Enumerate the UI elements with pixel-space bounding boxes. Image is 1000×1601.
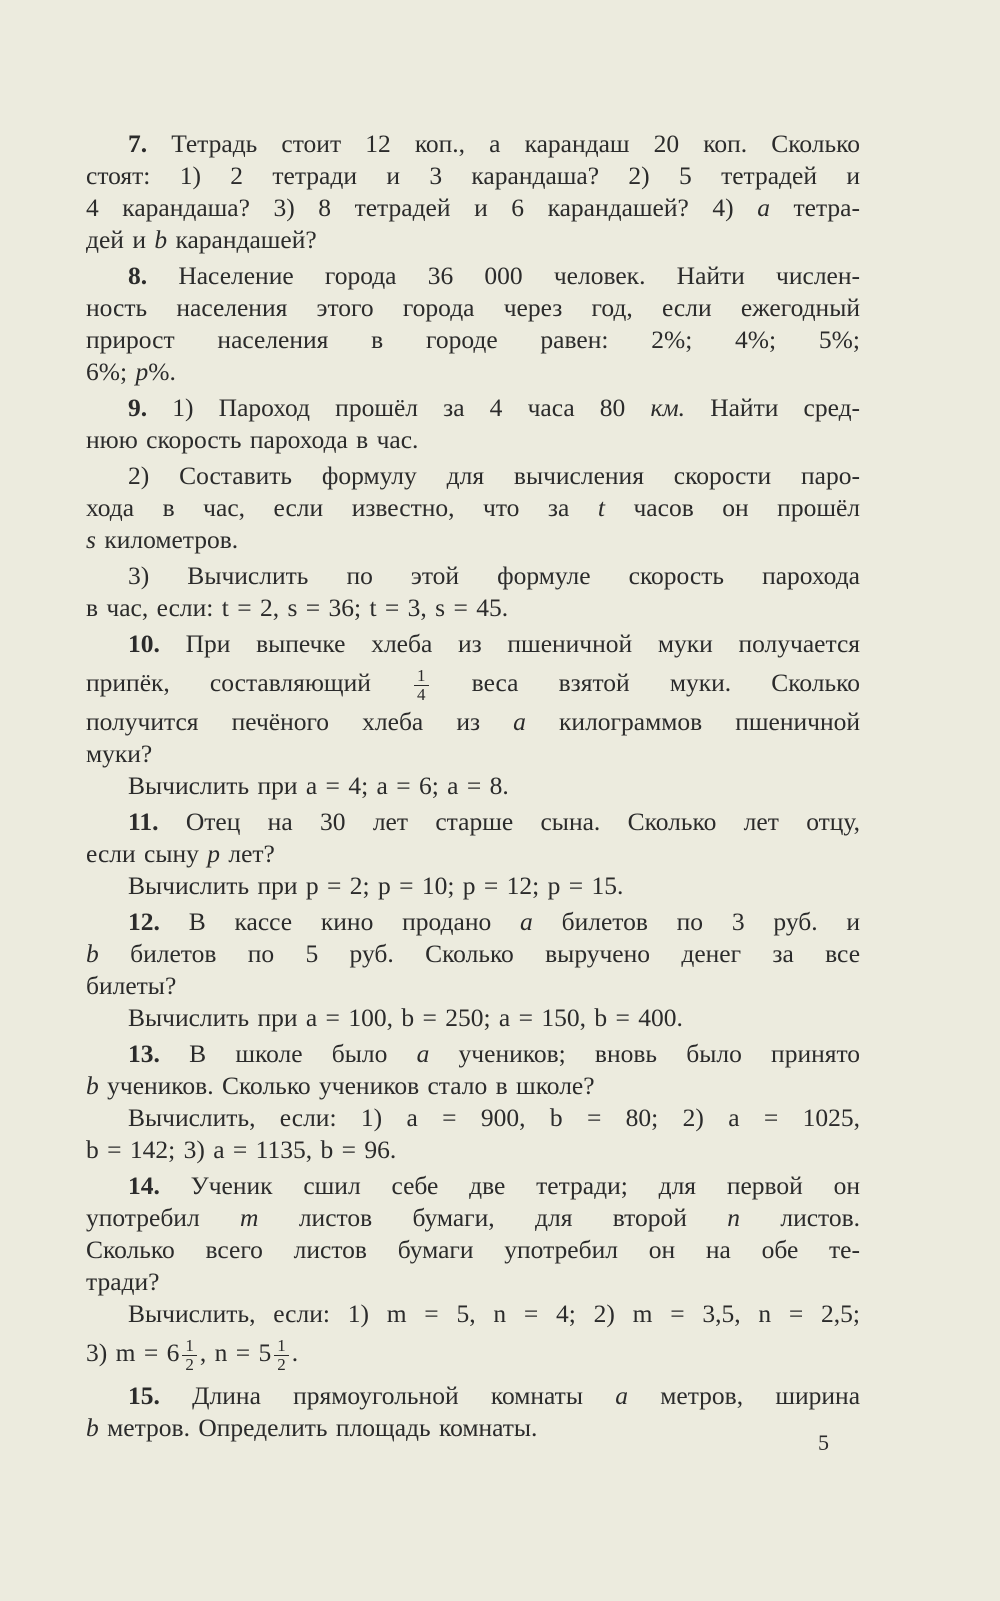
problem-11-line-2 [86, 838, 860, 870]
problem-text: дей и [86, 225, 146, 254]
problem-text: 4 карандаша? 3) 8 тетрадей и 6 карандашей? 4) [86, 193, 734, 222]
problem-9-part-2-line-3 [86, 524, 860, 556]
problem-text: лет? [228, 839, 275, 868]
problem-15 [86, 1380, 860, 1444]
problem-text: карандашей? [175, 225, 317, 254]
problem-14 [86, 1170, 860, 1376]
problem-10-line-4: муки? [86, 739, 153, 768]
problem-text: килограммов пшеничной [559, 707, 860, 736]
problem-14-line-2 [86, 1202, 860, 1234]
problem-13-calc-2: b = 142; 3) a = 1135, b = 96. [86, 1135, 397, 1164]
problem-text: учеников. Сколько учеников стало в школе? [107, 1071, 595, 1100]
problem-number: 11. [128, 807, 159, 836]
problem-text: километров. [104, 525, 239, 554]
problem-12-line-1 [86, 906, 860, 938]
problem-number: 7. [128, 129, 148, 158]
problem-text: 6%; [86, 357, 128, 386]
variable: a [615, 1381, 628, 1410]
problem-8-line-2: ность населения этого города через год, если ежегодный [86, 293, 860, 322]
problem-14-line-1 [86, 1170, 860, 1202]
problem-13 [86, 1038, 860, 1166]
variable: n [727, 1203, 740, 1232]
problem-text: часов он прошёл [633, 493, 861, 522]
fraction-numerator: 1 [274, 1337, 289, 1356]
problem-text: 3) m = 6 [86, 1338, 180, 1367]
variable: a [513, 707, 526, 736]
problem-10-line-3 [86, 706, 860, 738]
variable: b [86, 1413, 99, 1442]
variable: m [240, 1203, 259, 1232]
variable: b [154, 225, 168, 254]
problem-9-part-3-line-2: в час, если: t = 2, s = 36; t = 3, s = 45. [86, 593, 509, 622]
problem-10-calc: Вычислить при a = 4; a = 6; a = 8. [128, 771, 509, 800]
variable: b [86, 1071, 99, 1100]
problem-text: Тетрадь стоит 12 коп., а карандаш 20 коп. Сколько [171, 129, 860, 158]
problem-9-line-2: нюю скорость парохода в час. [86, 425, 419, 454]
problem-9-line-1 [86, 392, 860, 424]
problem-text: . [291, 1338, 299, 1367]
problem-text: припёк, составляющий [86, 668, 371, 697]
variable: t [597, 493, 605, 522]
problem-text: При выпечке хлеба из пшеничной муки получается [185, 629, 860, 658]
problem-text: Длина прямоугольной комнаты [192, 1381, 583, 1410]
fraction-numerator: 1 [182, 1337, 197, 1356]
fraction [414, 667, 429, 704]
problem-12-line-3: билеты? [86, 971, 177, 1000]
problem-14-line-4: тради? [86, 1267, 160, 1296]
problem-13-line-1 [86, 1038, 860, 1070]
problem-8-line-1 [86, 260, 860, 292]
problem-text: употребил [86, 1203, 200, 1232]
problem-text: 1) Пароход прошёл за 4 часа 80 [172, 393, 626, 422]
problem-7-line-4 [86, 224, 860, 256]
problem-7-line-1 [86, 128, 860, 160]
problem-11-calc: Вычислить при p = 2; p = 10; p = 12; p = 15. [128, 871, 624, 900]
fraction [182, 1337, 197, 1374]
problem-8-line-4 [86, 356, 860, 388]
fraction-denominator: 2 [185, 1354, 194, 1374]
problem-13-calc-1: Вычислить, если: 1) a = 900, b = 80; 2) a = 1025, [128, 1103, 860, 1132]
problem-text: учеников; вновь было принято [458, 1039, 861, 1068]
problem-text: билетов по 3 руб. и [561, 907, 861, 936]
problem-8-line-3: прирост населения в городе равен: 2%; 4%; 5%; [86, 325, 860, 354]
problem-9-part-2 [86, 460, 860, 556]
problem-11 [86, 806, 860, 902]
problem-number: 10. [128, 629, 160, 658]
problem-10 [86, 628, 860, 802]
variable: a [416, 1039, 430, 1068]
problem-text: если сыну [86, 839, 199, 868]
problem-text: , n = 5 [199, 1338, 272, 1367]
variable: p [207, 839, 220, 868]
problem-number: 15. [128, 1381, 160, 1410]
problem-text: листов бумаги, для второй [298, 1203, 687, 1232]
problem-13-line-2 [86, 1070, 860, 1102]
problem-15-line-2 [86, 1412, 860, 1444]
problem-text: листов. [780, 1203, 861, 1232]
problem-text: веса взятой муки. Сколько [471, 668, 860, 697]
problem-9 [86, 392, 860, 456]
problem-14-line-3: Сколько всего листов бумаги употребил он на обе те- [86, 1235, 860, 1264]
fraction [274, 1337, 289, 1374]
problem-text: %. [148, 357, 176, 386]
problem-text: билетов по 5 руб. Сколько выручено денег за все [130, 939, 861, 968]
problem-12 [86, 906, 860, 1034]
problem-text: Найти сред- [710, 393, 861, 422]
fraction-numerator: 1 [414, 667, 429, 686]
problem-8 [86, 260, 860, 388]
variable: a [757, 193, 770, 222]
problem-9-part-3-line-1: 3) Вычислить по этой формуле скорость парохода [128, 561, 860, 590]
problem-14-calc-1: Вычислить, если: 1) m = 5, n = 4; 2) m = 3,5, n = 2,5; [128, 1299, 860, 1328]
problem-11-line-1 [86, 806, 860, 838]
problem-number: 9. [128, 393, 148, 422]
fraction-denominator: 2 [277, 1354, 286, 1374]
fraction-denominator: 4 [417, 684, 426, 704]
problem-7 [86, 128, 860, 256]
variable: b [86, 939, 99, 968]
page-number: 5 [818, 1430, 829, 1455]
problem-15-line-1 [86, 1380, 860, 1412]
problem-14-calc-2 [86, 1330, 860, 1376]
problem-12-calc: Вычислить при a = 100, b = 250; a = 150, b = 400. [128, 1003, 683, 1032]
problem-text: В школе было [189, 1039, 388, 1068]
unit: км. [650, 393, 686, 422]
variable: a [520, 907, 533, 936]
problem-10-line-2 [86, 660, 860, 706]
problem-number: 14. [128, 1171, 160, 1200]
problem-number: 12. [128, 907, 160, 936]
problem-text: Ученик сшил себе две тетради; для первой он [190, 1171, 860, 1200]
problem-text: Население города 36 000 человек. Найти числен- [178, 261, 860, 290]
problem-12-line-2 [86, 938, 860, 970]
problem-number: 8. [128, 261, 148, 290]
problem-10-line-1 [86, 628, 860, 660]
problem-7-line-2: стоят: 1) 2 тетради и 3 карандаша? 2) 5 тетрадей и [86, 161, 860, 190]
problem-text: хода в час, если известно, что за [86, 493, 570, 522]
problem-9-part-3 [86, 560, 860, 624]
problem-text: метров. Определить площадь комнаты. [107, 1413, 538, 1442]
problem-text: тетра- [793, 193, 860, 222]
problem-9-part-2-line-2 [86, 492, 860, 524]
problem-7-line-3 [86, 192, 860, 224]
problem-text: получится печёного хлеба из [86, 707, 481, 736]
problem-number: 13. [128, 1039, 160, 1068]
problem-text: Отец на 30 лет старше сына. Сколько лет отцу, [185, 807, 860, 836]
variable: p [135, 357, 149, 386]
problem-text: метров, ширина [660, 1381, 861, 1410]
problem-9-part-2-line-1: 2) Составить формулу для вычисления скорости паро- [128, 461, 860, 490]
problem-text: В кассе кино продано [188, 907, 492, 936]
variable: s [86, 525, 96, 554]
